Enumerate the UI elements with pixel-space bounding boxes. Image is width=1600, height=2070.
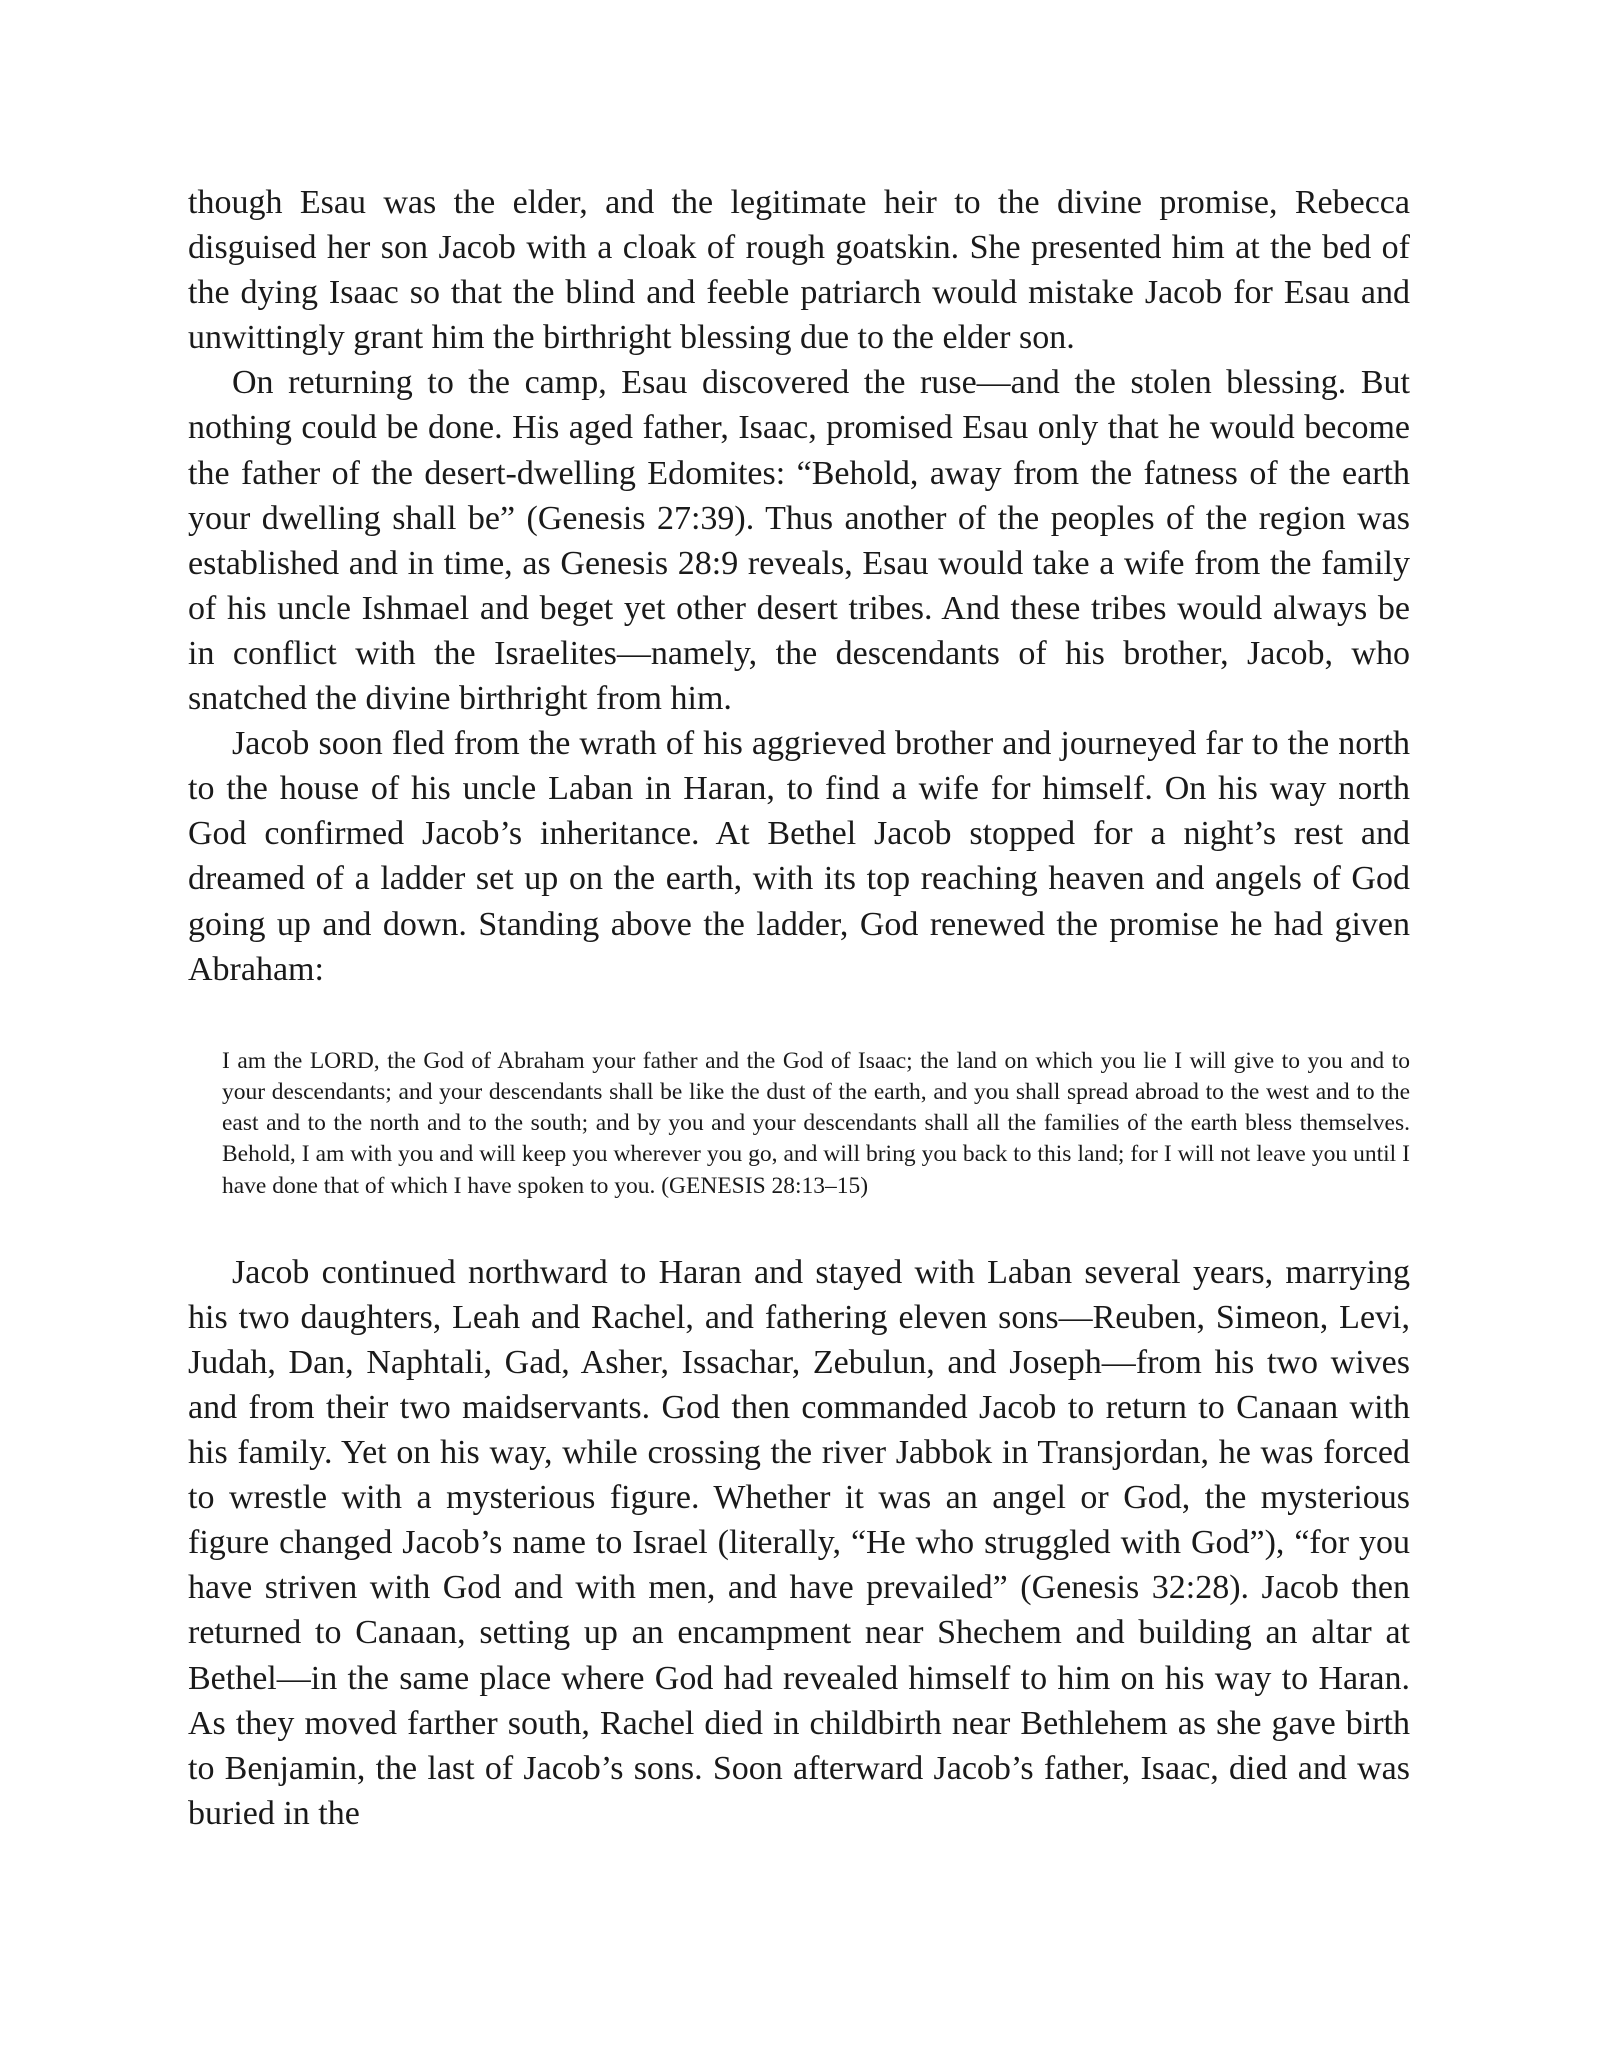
block-quote-genesis: I am the LORD, the God of Abraham your father and the God of Isaac; the land on which you lie I will give to you and to your descendants; and your descendants shall be like the dust of the earth, and you shall spread abroad to the west and to the east and to the north and to the south; and by you and your descendants shall all the families of the earth bless themselves. Behold, I am with you and will keep you wherever you go, and will bring you back to this land; for I will not leave you until I have done that of which I have spoken to you. (GENESIS 28:13–15) bbox=[222, 1047, 1410, 1199]
paragraph-jacob-flight: Jacob soon fled from the wrath of his aggrieved brother and journeyed far to the north to the house of his uncle Laban in Haran, to find a wife for himself. On his way north God confirmed Jacob’s inheritance. At Bethel Jacob stopped for a night’s rest and dreamed of a ladder set up on the earth, with its top reaching heaven and angels of God going up and down. Standing above the ladder, God renewed the promise he had given Abraham: bbox=[188, 725, 1410, 988]
paragraph-jacob-haran: Jacob continued northward to Haran and stayed with Laban several years, marrying his two daughters, Leah and Rachel, and fathering eleven sons—Reuben, Simeon, Levi, Judah, Dan, Naphtali, Gad, Asher, Issachar, Zebulun, and Joseph—from his two wives and from their two maidservants. God then commanded Jacob to return to Canaan with his family. Yet on his way, while crossing the river Jabbok in Transjordan, he was forced to wrestle with a mysterious figure. Whether it was an angel or God, the mysterious figure changed Jacob’s name to Israel (literally, “He who struggled with God”), “for you have striven with God and with men, and have prevailed” (Genesis 32:28). Jacob then returned to Canaan, setting up an encampment near Shechem and building an altar at Bethel—in the same place where God had revealed himself to him on his way to Haran. As they moved farther south, Rachel died in childbirth near Bethlehem as she gave birth to Benjamin, the last of Jacob’s sons. Soon afterward Jacob’s father, Isaac, died and was buried in the bbox=[188, 1253, 1410, 1832]
paragraph-continuation: though Esau was the elder, and the legitimate heir to the divine promise, Rebecca disguised her son Jacob with a cloak of rough goatskin. She presented him at the bed of the dying Isaac so that the blind and feeble patriarch would mistake Jacob for Esau and unwittingly grant him the birthright blessing due to the elder son. bbox=[188, 184, 1410, 357]
page-body bbox=[188, 180, 1410, 1836]
paragraph-esau-ruse: On returning to the camp, Esau discovered the ruse—and the stolen blessing. But nothing could be done. His aged father, Isaac, promised Esau only that he would become the father of the desert-dwelling Edomites: “Behold, away from the fatness of the earth your dwelling shall be” (Genesis 27:39). Thus another of the peoples of the region was established and in time, as Genesis 28:9 reveals, Esau would take a wife from the family of his uncle Ishmael and beget yet other desert tribes. And these tribes would always be in conflict with the Israelites—namely, the descendants of his brother, Jacob, who snatched the divine birthright from him. bbox=[188, 364, 1410, 718]
